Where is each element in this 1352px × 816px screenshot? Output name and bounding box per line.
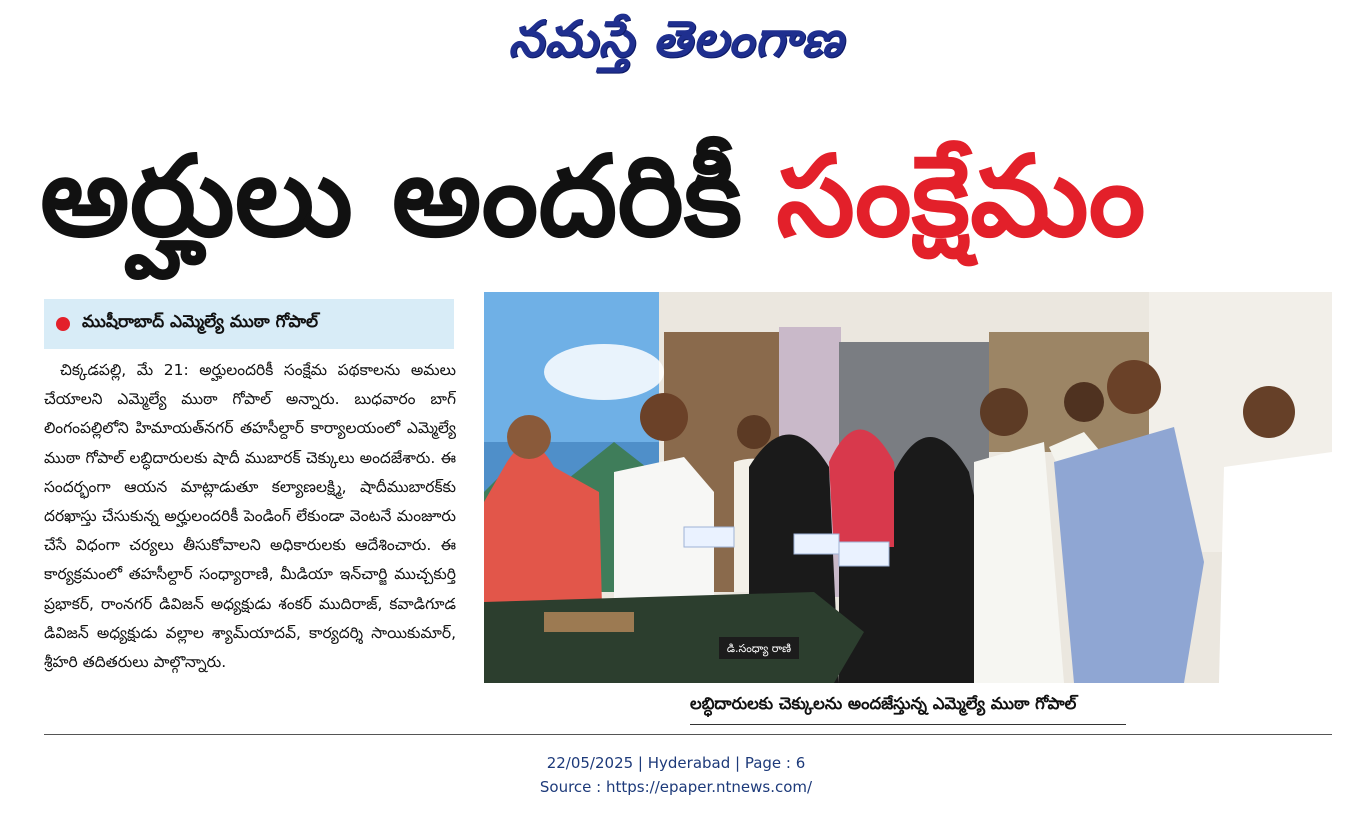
footer-source-link[interactable]: Source : https://epaper.ntnews.com/ <box>539 778 813 796</box>
photo-caption: లబ్ధిదారులకు చెక్కులను అందజేస్తున్న ఎమ్మెల్యే ముఠా గోపాల్ <box>690 694 1077 713</box>
article-paragraph: చిక్కడపల్లి, మే 21: అర్హులందరికీ సంక్షేమ పథకాలను అమలు చేయాలని ఎమ్మెల్యే ముఠా గోపాల్ అన్నారు. బుధవారం బాగ్ లింగంపల్లిలోని హిమాయత్‌నగర్ తహసీల్దార్ కార్యాలయంలో ఎమ్మెల్యే ముఠా గోపాల్ లబ్ధిదారులకు షాదీ ముబారక్ చెక్కులు అందజేశారు. ఈ సందర్భంగా ఆయన మాట్లాడుతూ కల్యాణలక్ష్మి, షాదీముబారక్‌కు దరఖాస్తు చేసుకున్న అర్హులందరికీ పెండింగ్ లేకుండా వెంటనే మంజూరు చేసే విధంగా చర్యలు తీసుకోవాలని అధికారులకు ఆదేశించారు. ఈ కార్యక్రమంలో తహసీల్దార్ సంధ్యారాణి, మీడియా ఇన్‌చార్జి ముచ్చకుర్తి ప్రభాకర్, రాంనగర్ డివిజన్ అధ్యక్షుడు శంకర్ ముదిరాజ్, కవాడిగూడ డివిజన్ అధ్యక్షుడు వల్లాల శ్యామ్‌యాదవ్, కార్యదర్శి సాయికుమార్, శ్రీహరి తదితరులు పాల్గొన్నారు. <box>44 361 456 672</box>
headline-red-part: సంక్షేమం <box>776 132 1146 262</box>
red-bullet-icon <box>56 317 70 331</box>
caption-underline <box>690 724 1126 725</box>
headline <box>40 112 1330 282</box>
nameplate-text: డి.సంధ్యా రాణి <box>726 642 792 655</box>
footer-divider <box>44 734 1332 735</box>
footer-date-edition-page: 22/05/2025 | Hyderabad | Page : 6 <box>546 754 806 772</box>
byline-text: ముషీరాబాద్ ఎమ్మెల్యే ముఠా గోపాల్ <box>82 312 319 332</box>
headline-black-part: అర్హులు అందరికీ <box>40 132 743 262</box>
byline-box <box>44 299 454 349</box>
newspaper-masthead: నమస్తే తెలంగాణ <box>508 9 844 68</box>
article-body <box>44 356 456 722</box>
news-photo <box>484 292 1332 683</box>
